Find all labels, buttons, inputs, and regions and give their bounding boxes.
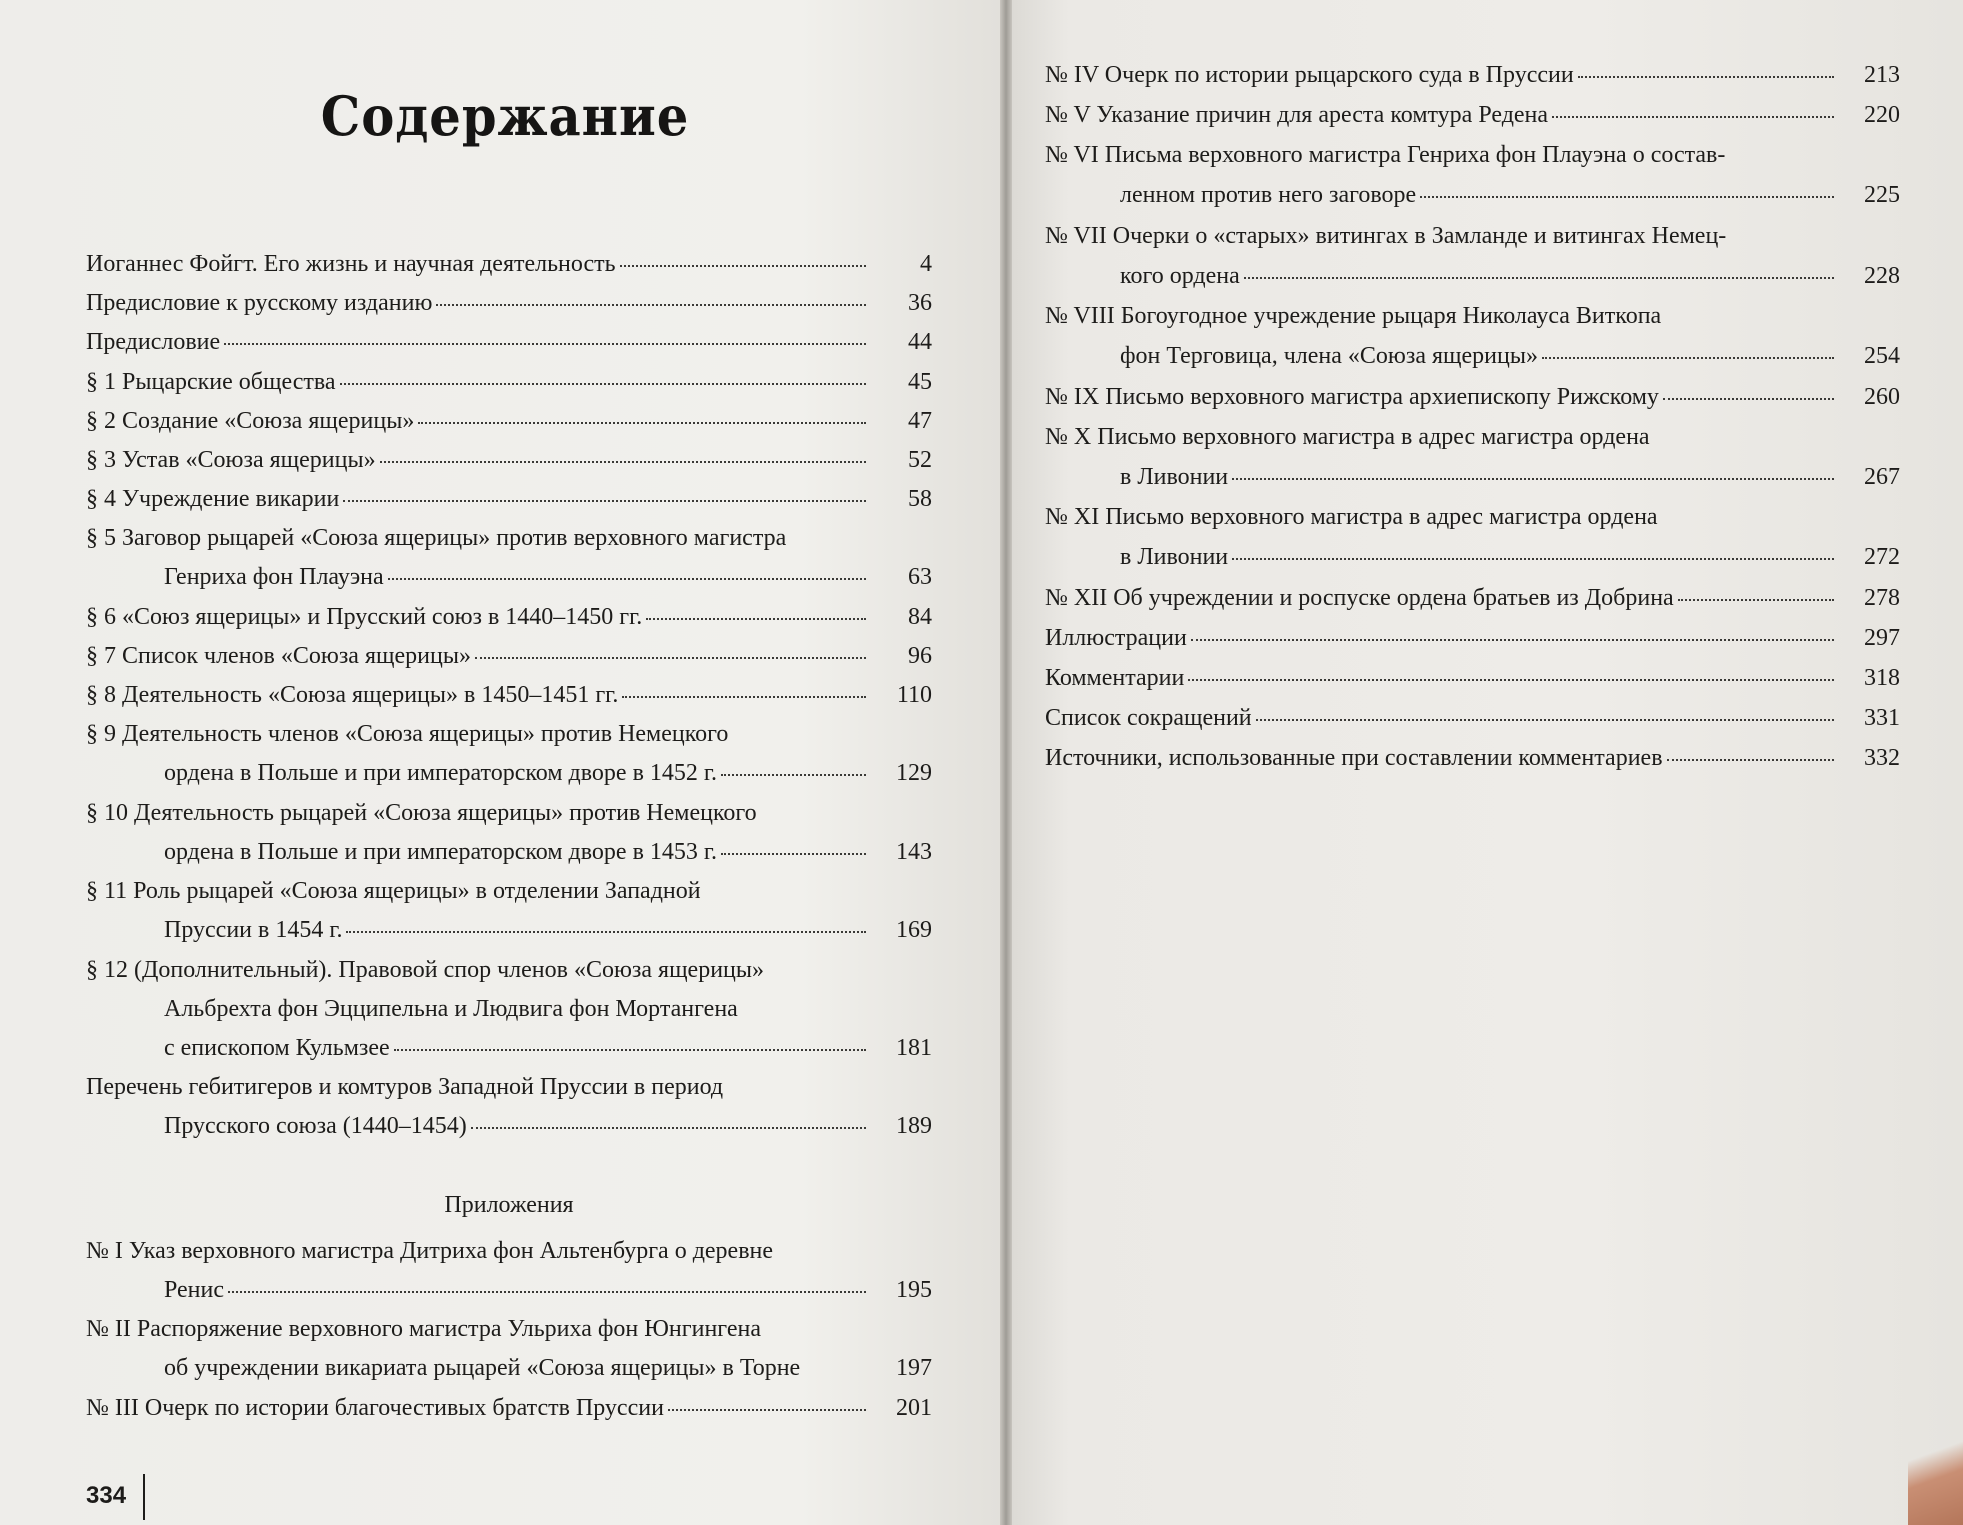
toc-entry-last-line [1045,95,1900,135]
toc-entry-title-line: № VIII Богоугодное учреждение рыцаря Николауса Виткопа [1045,303,1662,329]
toc-entry[interactable] [86,715,932,793]
toc-entry[interactable] [86,441,932,480]
toc-entry[interactable] [1045,377,1900,417]
toc-entry-last-line [86,1349,932,1388]
toc-entry-title-line: § 3 Устав «Союза ящерицы» [86,447,376,473]
toc-entry[interactable] [1045,698,1900,738]
toc-entry-last-line [86,558,932,597]
toc-entry-title-line: Список сокращений [1045,705,1252,731]
toc-entry-page-number: 58 [908,486,932,512]
toc-entry-page-number: 201 [896,1395,932,1421]
toc-entry[interactable] [86,1068,932,1146]
toc-entry[interactable] [86,872,932,950]
leader-dots [1542,339,1834,359]
toc-entry[interactable] [86,1310,932,1388]
toc-entry[interactable] [86,1389,932,1428]
toc-entry-last-line [86,245,932,284]
toc-entry-title-line: № V Указание причин для ареста комтура Редена [1045,102,1549,128]
toc-entry-last-line [86,480,932,519]
toc-entry-last-line [86,441,932,480]
page-title: Содержание [320,84,690,148]
toc-entry-title-line: § 11 Роль рыцарей «Союза ящерицы» в отделении Западной [86,878,701,904]
page-edge-shadow [1908,1405,1963,1525]
toc-entry[interactable] [86,402,932,441]
toc-entry-title-line: § 9 Деятельность членов «Союза ящерицы» против Немецкого [86,721,729,747]
toc-entry-page-number: 96 [908,643,932,669]
toc-entry-page-number: 110 [896,682,932,708]
toc-entry-title-line: ленном против него заговоре [1120,182,1417,208]
toc-entry-title-line: Пруссии в 1454 г. [164,917,343,943]
toc-entry-last-line [86,323,932,362]
page-number: 334 [86,1482,127,1509]
toc-entry-title-line: с епископом Кульмзее [164,1035,390,1061]
leader-dots [1232,460,1834,480]
toc-entry-title-line: Ренис [164,1277,225,1303]
toc-entry-last-line [86,1271,932,1310]
toc-entry[interactable] [1045,618,1900,658]
toc-entry-last-line [86,1107,932,1146]
toc-entry-last-line [1045,377,1900,417]
toc-entry-last-line [86,754,932,793]
leader-dots [1420,178,1834,198]
toc-entry[interactable] [86,245,932,284]
toc-entry-title-line: об учреждении викариата рыцарей «Союза ящерицы» в Торне [164,1355,801,1381]
toc-entry-title-line: Предисловие к русскому изданию [86,290,433,316]
toc-entry-page-number: 220 [1864,102,1900,128]
toc-entry[interactable] [1045,216,1900,296]
leader-dots [1188,661,1834,681]
toc-entry[interactable] [1045,55,1900,95]
toc-entry[interactable] [86,676,932,715]
toc-entry-last-line [86,1029,932,1068]
toc-entry-page-number: 331 [1864,705,1900,731]
toc-entry-page-number: 44 [908,329,932,355]
toc-entry-page-number: 52 [908,447,932,473]
leader-dots [1244,259,1834,279]
toc-entry[interactable] [1045,578,1900,618]
toc-entry[interactable] [1045,296,1900,376]
toc-entry-page-number: 297 [1864,625,1900,651]
toc-entry-title-line: № VI Письма верховного магистра Генриха фон Плауэна о состав- [1045,142,1726,168]
toc-entry[interactable] [86,1232,932,1310]
toc-entry-title-line: § 10 Деятельность рыцарей «Союза ящерицы» против Немецкого [86,800,757,826]
toc-entry-page-number: 197 [896,1355,932,1381]
toc-entry-page-number: 272 [1864,544,1900,570]
toc-entry-last-line [1045,698,1900,738]
toc-entry-last-line [1045,738,1900,778]
toc-entry-title-line: кого ордена [1120,263,1240,289]
toc-entry[interactable] [86,598,932,637]
toc-entry-page-number: 332 [1864,745,1900,771]
toc-entry-title-line: фон Терговица, члена «Союза ящерицы» [1120,343,1538,369]
leader-dots [380,443,866,463]
leader-dots [620,247,866,267]
leader-dots [471,1109,866,1129]
leader-dots [668,1391,866,1411]
toc-entry-title-line: ордена в Польше и при императорском дворе в 1452 г. [164,760,718,786]
toc-entry-last-line [86,1389,932,1428]
toc-entry[interactable] [86,323,932,362]
toc-entry-page-number: 228 [1864,263,1900,289]
toc-entry-page-number: 45 [908,369,932,395]
toc-entry-title-line: § 12 (Дополнительный). Правовой спор членов «Союза ящерицы» [86,957,765,983]
page-number-rule [143,1474,145,1520]
leader-dots [1663,380,1834,400]
toc-entry-title-line: Иоганнес Фойгт. Его жизнь и научная деятельность [86,251,616,277]
toc-entry-title-line: § 6 «Союз ящерицы» и Прусский союз в 1440–1450 гг. [86,604,643,630]
leader-dots [346,913,866,933]
toc-entry-title-line: ордена в Польше и при императорском дворе в 1453 г. [164,839,718,865]
toc-entry[interactable] [1045,135,1900,215]
toc-entry-page-number: 4 [920,251,932,277]
toc-entry-page-number: 213 [1864,62,1900,88]
leader-dots [1256,701,1834,721]
toc-entry-title-line: Комментарии [1045,665,1185,691]
toc-entry-title-line: № II Распоряжение верховного магистра Ульриха фон Юнгингена [86,1316,761,1342]
toc-entry-last-line [1045,578,1900,618]
toc-entry-title-line: Альбрехта фон Эцципельна и Людвига фон Мортангена [164,996,738,1022]
toc-entry-title-line: № XI Письмо верховного магистра в адрес магистра ордена [1045,504,1658,530]
toc-entry-title-line: в Ливонии [1120,464,1229,490]
toc-entry[interactable] [86,637,932,676]
leader-dots [1552,98,1834,118]
leader-dots [475,639,866,659]
toc-entry-page-number: 47 [908,408,932,434]
toc-entry-page-number: 278 [1864,585,1900,611]
toc-entry-last-line [86,402,932,441]
toc-entry-title-line: § 2 Создание «Союза ящерицы» [86,408,415,434]
toc-entry-page-number: 36 [908,290,932,316]
toc-entry-page-number: 195 [896,1277,932,1303]
toc-entry-title-line: Предисловие [86,329,221,355]
leader-dots [418,404,866,424]
toc-entry-title-line: § 1 Рыцарские общества [86,369,336,395]
toc-entry[interactable] [1045,738,1900,778]
toc-entry-page-number: 169 [896,917,932,943]
toc-entry-page-number: 225 [1864,182,1900,208]
toc-entry-page-number: 84 [908,604,932,630]
leader-dots [228,1273,866,1293]
toc-entry-title-line: № I Указ верховного магистра Дитриха фон Альтенбурга о деревне [86,1238,774,1264]
leader-dots [1191,621,1834,641]
leader-dots [224,325,866,345]
toc-entry-last-line [86,637,932,676]
toc-entry-last-line [1045,55,1900,95]
leader-dots [394,1031,866,1051]
toc-entry-page-number: 267 [1864,464,1900,490]
toc-entry-title-line: § 5 Заговор рыцарей «Союза ящерицы» против верховного магистра [86,525,787,551]
toc-entry[interactable] [1045,95,1900,135]
toc-entry-page-number: 189 [896,1113,932,1139]
leader-dots [1667,741,1834,761]
leader-dots [343,482,866,502]
toc-entry[interactable] [86,519,932,597]
toc-entry[interactable] [86,951,932,1068]
toc-entry-last-line [1045,175,1900,215]
leader-dots [340,365,866,385]
toc-entry-title-line: § 7 Список членов «Союза ящерицы» [86,643,471,669]
toc-entry[interactable] [86,363,932,402]
toc-entry-title-line: № III Очерк по истории благочестивых братств Пруссии [86,1395,664,1421]
leader-dots [436,286,866,306]
toc-entry-title-line: № IV Очерк по истории рыцарского суда в Пруссии [1045,62,1574,88]
leader-dots [622,678,866,698]
toc-entry-title-line: § 4 Учреждение викарии [86,486,340,512]
toc-entry-last-line [1045,457,1900,497]
leader-dots [721,756,866,776]
toc-entry-title-line: № XII Об учреждении и роспуске ордена братьев из Добрина [1045,585,1674,611]
toc-entry-title-line: Источники, использованные при составлении комментариев [1045,745,1663,771]
toc-entry[interactable] [86,284,932,323]
leader-dots [1678,581,1834,601]
toc-entry-last-line [1045,537,1900,577]
toc-entry-last-line [86,911,932,950]
toc-entry[interactable] [1045,497,1900,577]
toc-entry[interactable] [86,480,932,519]
toc-entry[interactable] [1045,658,1900,698]
toc-entry-last-line [86,598,932,637]
leader-dots [646,600,866,620]
toc-entry-title-line: Генриха фон Плауэна [164,564,384,590]
toc-entry-last-line [86,284,932,323]
toc-entry-title-line: в Ливонии [1120,544,1229,570]
toc-entry-page-number: 318 [1864,665,1900,691]
leader-dots [721,835,866,855]
toc-entry-last-line [1045,618,1900,658]
toc-entry-page-number: 181 [896,1035,932,1061]
toc-entry-title-line: № IX Письмо верховного магистра архиепископу Рижскому [1045,384,1659,410]
toc-entry-page-number: 129 [896,760,932,786]
leader-dots [1578,58,1834,78]
toc-entry-title-line: Перечень гебитигеров и комтуров Западной Пруссии в период [86,1074,724,1100]
toc-entry-page-number: 260 [1864,384,1900,410]
toc-entry-last-line [86,833,932,872]
toc-entry-title-line: № VII Очерки о «старых» витингах в Замланде и витингах Немец- [1045,223,1727,249]
appendix-heading: Приложения [444,1192,574,1218]
toc-entry-page-number: 63 [908,564,932,590]
toc-entry-last-line [86,676,932,715]
toc-entry-last-line [1045,336,1900,376]
toc-entry-last-line [1045,658,1900,698]
toc-entry-page-number: 254 [1864,343,1900,369]
toc-entry-title-line: № X Письмо верховного магистра в адрес магистра ордена [1045,424,1650,450]
leader-dots [388,560,866,580]
toc-entry[interactable] [86,794,932,872]
toc-entry-title-line: Иллюстрации [1045,625,1187,651]
toc-entry[interactable] [1045,417,1900,497]
toc-entry-last-line [1045,256,1900,296]
toc-entry-last-line [86,363,932,402]
book-gutter [1000,0,1012,1525]
toc-entry-page-number: 143 [896,839,932,865]
toc-entry-title-line: § 8 Деятельность «Союза ящерицы» в 1450–1451 гг. [86,682,619,708]
toc-entry-title-line: Прусского союза (1440–1454) [164,1113,467,1139]
leader-dots [1232,540,1834,560]
